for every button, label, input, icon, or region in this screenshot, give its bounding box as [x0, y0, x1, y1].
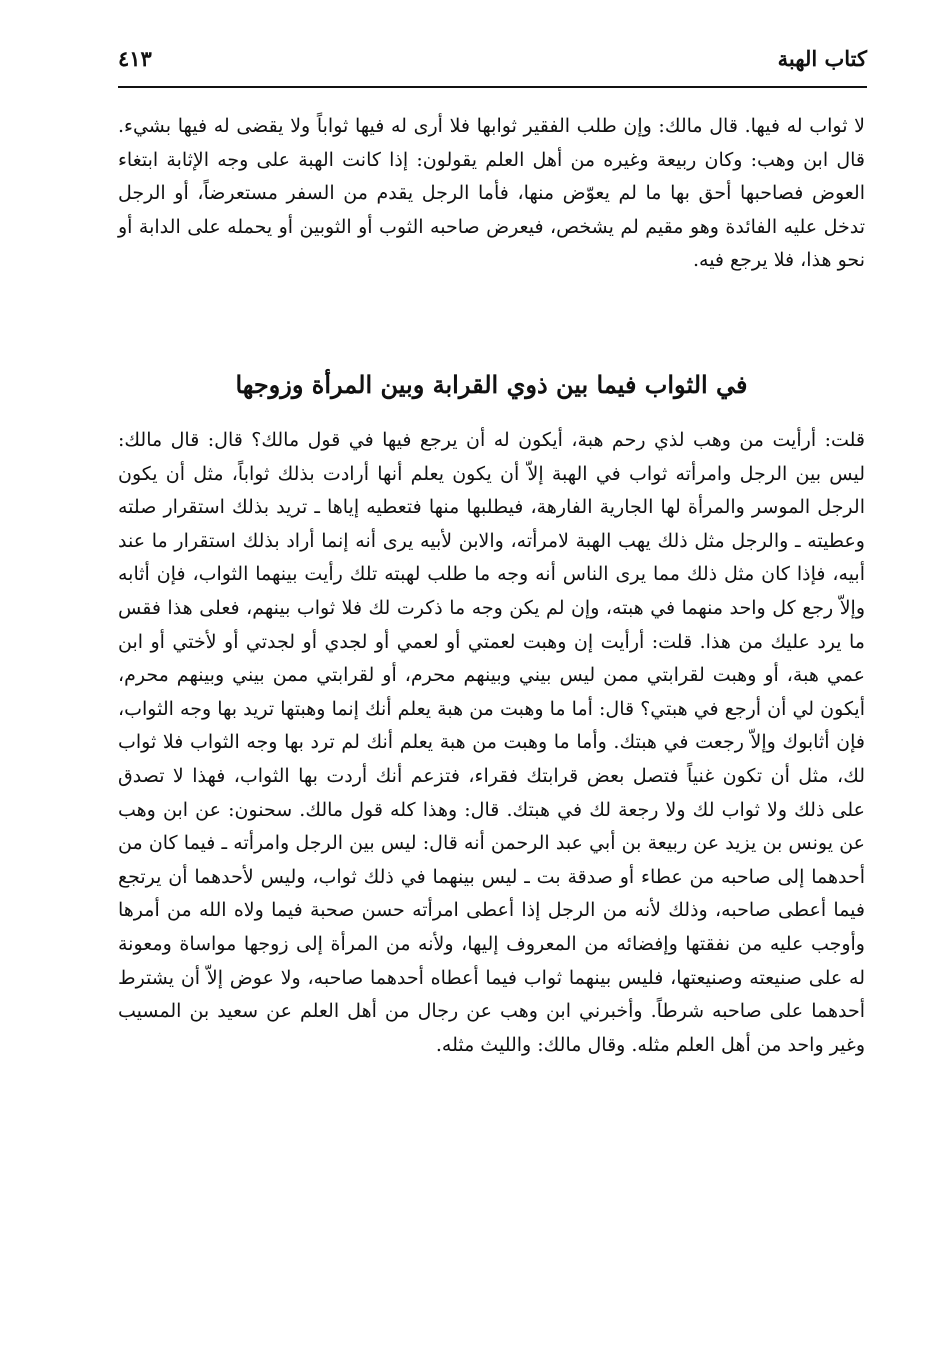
top-paragraph: لا ثواب له فيها. قال مالك: وإن طلب الفقير ثوابها فلا أرى له فيها ثواباً ولا يقضى له فيها بشيء. قال ابن وهب: وكان ربيعة وغيره من أهل العلم يقولون: إذا كانت الهبة على وجه الإثابة ابتغاء العوض فصاحبها أحق بها ما لم يعوّض منها، فأما الرجل يقدم من السفر مستعرضاً، أو الرجل تدخل عليه الفائدة وهو مقيم لم يشخص، فيعرض صاحبه الثوب أو الثوبين أو يحمله على الدابة أو نحو هذا، فلا يرجع فيه.: [118, 115, 865, 272]
running-title: كتاب الهبة: [777, 46, 867, 71]
header-divider: [118, 86, 867, 88]
page-number: ٤١٣: [118, 46, 152, 71]
top-text-block: [118, 110, 865, 278]
section-heading: في الثواب فيما بين ذوي القرابة وبين المرأة وزوجها: [235, 370, 748, 399]
section-paragraph: قلت: أرأيت من وهب لذي رحم هبة، أيكون له أن يرجع فيها في قول مالك؟ قال: قال مالك: ليس بين الرجل وامرأته ثواب في الهبة إلاّ أن يكون يعلم أنها أرادت بذلك ثواباً، مثل أن يكون الرجل الموسر والمرأة لها الجارية الفارهة، فيطلبها منها فتعطيه إياها ـ تريد بذلك استقرار صلته وعطيته ـ والرجل مثل ذلك يهب الهبة لامرأته، والابن لأبيه يرى أنه إنما أراد بذلك استقرار ما عند أبيه، فإذا كان مثل ذلك مما يرى الناس أنه وجه ما طلب لهبته تلك رأيت بينهما الثواب، فإن أثابه وإلاّ رجع كل واحد منهما في هبته، وإن لم يكن وجه ما ذكرت لك فلا ثواب بينهم، فعلى هذا فقس ما يرد عليك من هذا. قلت: أرأيت إن وهبت لعمتي أو لعمي أو لجدي أو لجدتي أو لأختي أو ابن عمي هبة، أو وهبت لقرابتي ممن ليس بيني وبينهم محرم، أو لقرابتي ممن بيني وبينهم محرم، أيكون لي أن أرجع في هبتي؟ قال: أما ما وهبت من هبة يعلم أنك إنما وهبتها تريد بها وجه الثواب، فإن أثابوك وإلاّ رجعت في هبتك. وأما ما وهبت من هبة يعلم أنك لم ترد بها وجه الثواب فلا ثواب لك، مثل أن تكون غنياً فتصل بعض قرابتك فقراء، فتزعم أنك أردت بها الثواب، فهذا لا تصدق على ذلك ولا ثواب لك ولا رجعة لك في هبتك. قال: وهذا كله قول مالك. سحنون: عن ابن وهب عن يونس بن يزيد عن ربيعة بن أبي عبد الرحمن أنه قال: ليس بين الرجل وامرأته ـ فيما كان من أحدهما إلى صاحبه من عطاء أو صدقة بت ـ ليس بينهما في ذلك ثواب، وليس لأحدهما أن يرتجع فيما أعطى صاحبه، وذلك لأنه من الرجل إذا أعطى امرأته حسن صحبة فيما ولاه الله من أمرها وأوجب عليه من نفقتها وإفضائه من المعروف إليها، ولأنه من المرأة إلى زوجها مواساة ومعونة له على صنيعته وصنيعتها، فليس بينهما ثواب فيما أعطاه أحدهما صاحبه، ولا عوض إلاّ أن يشترط أحدهما على صاحبه شرطاً. وأخبرني ابن وهب عن رجال من أهل العلم عن سعيد بن المسيب وغير واحد من أهل العلم مثله. وقال مالك: والليث مثله.: [118, 429, 865, 1056]
section-text-block: [118, 424, 865, 1062]
page-header: [118, 44, 867, 84]
